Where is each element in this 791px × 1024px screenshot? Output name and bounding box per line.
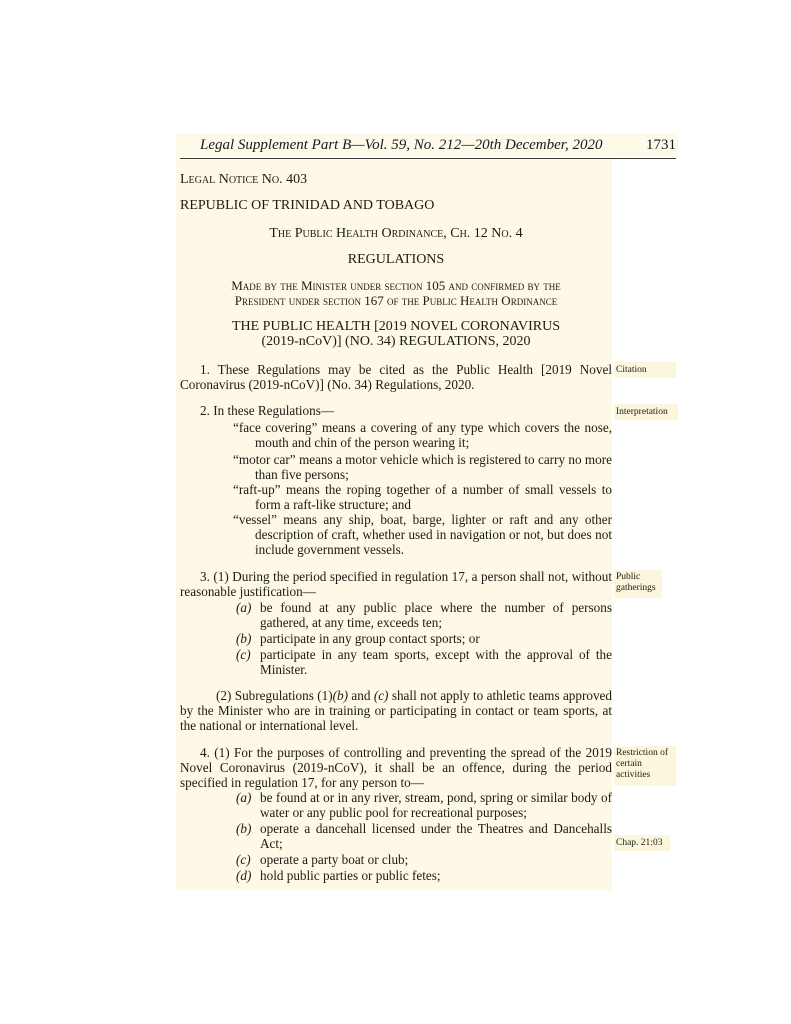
- regulation-3-item-b: [236, 631, 612, 646]
- margin-note-restriction-line-2: certain: [616, 759, 642, 769]
- item-text: operate a party boat or club;: [260, 852, 409, 867]
- item-label: (a): [236, 600, 252, 615]
- margin-note-restriction-line-3: activities: [616, 770, 651, 780]
- item-text: be found at or in any river, stream, pond, spring or similar body of water or any public pool for recreational purposes;: [260, 790, 612, 820]
- header-rule: [180, 158, 676, 159]
- regulation-4-item-d: [236, 868, 612, 883]
- margin-note-interpretation: Interpretation: [616, 407, 668, 417]
- page-number: 1731: [646, 137, 676, 153]
- regulations-title: [180, 319, 612, 349]
- regulation-1: [180, 362, 612, 392]
- ordinance-heading: The Public Health Ordinance, Ch. 12 No. 4: [269, 226, 523, 241]
- regulation-2-intro-text: 2. In these Regulations—: [200, 403, 335, 418]
- made-by-line-1: Made by the Minister under section 105 and confirmed by the: [231, 278, 561, 293]
- country-heading: REPUBLIC OF TRINIDAD AND TOBAGO: [180, 198, 435, 213]
- regulation-3-item-a: [236, 600, 612, 630]
- item-label: (b): [236, 821, 252, 836]
- regulation-4-item-b: [236, 821, 612, 851]
- made-by-line-2: President under section 167 of the Public Health Ordinance: [234, 293, 558, 308]
- margin-note-citation: Citation: [616, 365, 647, 375]
- item-text: participate in any team sports, except with the approval of the Minister.: [260, 647, 612, 677]
- legal-notice-number: Legal Notice No. 403: [180, 172, 308, 187]
- made-by-statement: [180, 278, 612, 308]
- item-text: hold public parties or public fetes;: [260, 868, 441, 883]
- regulation-1-number: 1.: [200, 362, 210, 377]
- definition-face-covering: “face covering” means a covering of any type which covers the nose, mouth and chin of the person wearing it;: [233, 420, 612, 450]
- margin-note-public-gatherings-line-2: gatherings: [616, 583, 656, 593]
- sub2-b: (b): [332, 688, 349, 703]
- regulation-2-intro: [180, 403, 612, 418]
- item-label: (d): [236, 868, 252, 883]
- item-text: be found at any public place where the number of persons gathered, at any time, exceeds ten;: [260, 600, 612, 630]
- regulations-title-line-1: THE PUBLIC HEALTH [2019 NOVEL CORONAVIRUS: [231, 319, 561, 334]
- running-header-title: Legal Supplement Part B—Vol. 59, No. 212—20th December, 2020: [200, 137, 603, 153]
- item-text: operate a dancehall licensed under the Theatres and Dancehalls Act;: [260, 821, 612, 851]
- regulations-heading: REGULATIONS: [347, 252, 445, 267]
- margin-note-restriction-line-1: Restriction of: [616, 748, 668, 758]
- regulation-4-intro: [180, 745, 612, 790]
- regulation-4-intro-text: 4. (1) For the purposes of controlling and preventing the spread of the 2019 Novel Coronavirus (2019-nCoV), it shall be an offence, during the period specified in regulation 17, for any person to—: [180, 745, 612, 790]
- regulation-4-item-a: [236, 790, 612, 820]
- regulation-1-text: These Regulations may be cited as the Public Health [2019 Novel Coronavirus (2019-nCoV)] (No. 34) Regulations, 2020.: [180, 362, 612, 392]
- item-label: (c): [236, 647, 251, 662]
- definition-raft-up: “raft-up” means the roping together of a number of small vessels to form a raft-like structure; and: [233, 482, 612, 512]
- item-label: (b): [236, 631, 252, 646]
- item-text: participate in any group contact sports; or: [260, 631, 480, 646]
- margin-note-restriction: [616, 748, 668, 781]
- regulations-title-line-2: (2019-nCoV)] (NO. 34) REGULATIONS, 2020: [261, 334, 531, 349]
- margin-note-public-gatherings-line-1: Public: [616, 572, 641, 582]
- regulation-3-intro: [180, 569, 612, 599]
- regulation-3-item-c: [236, 647, 612, 677]
- sub2-rest: shall not apply to athletic teams approved by the Minister who are in training or participating in contact or team sports, at the national or international level.: [180, 688, 613, 733]
- sub2-c: (c): [373, 688, 389, 703]
- sub2-start: (2) Subregulations (1): [216, 688, 333, 703]
- regulation-3-subregulation-2: [180, 688, 612, 733]
- margin-note-chap: Chap. 21:03: [616, 838, 663, 848]
- item-label: (c): [236, 852, 251, 867]
- regulation-4-item-c: [236, 852, 612, 867]
- margin-note-public-gatherings: [616, 572, 656, 594]
- item-label: (a): [236, 790, 252, 805]
- regulation-3-intro-text: 3. (1) During the period specified in regulation 17, a person shall not, without reasonable justification—: [180, 569, 612, 599]
- definition-motor-car: “motor car” means a motor vehicle which is registered to carry no more than five persons;: [233, 452, 612, 482]
- definition-vessel: “vessel” means any ship, boat, barge, lighter or raft and any other description of craft, whether used in navigation or not, but does not include government vessels.: [233, 512, 612, 557]
- sub2-and: and: [348, 688, 374, 703]
